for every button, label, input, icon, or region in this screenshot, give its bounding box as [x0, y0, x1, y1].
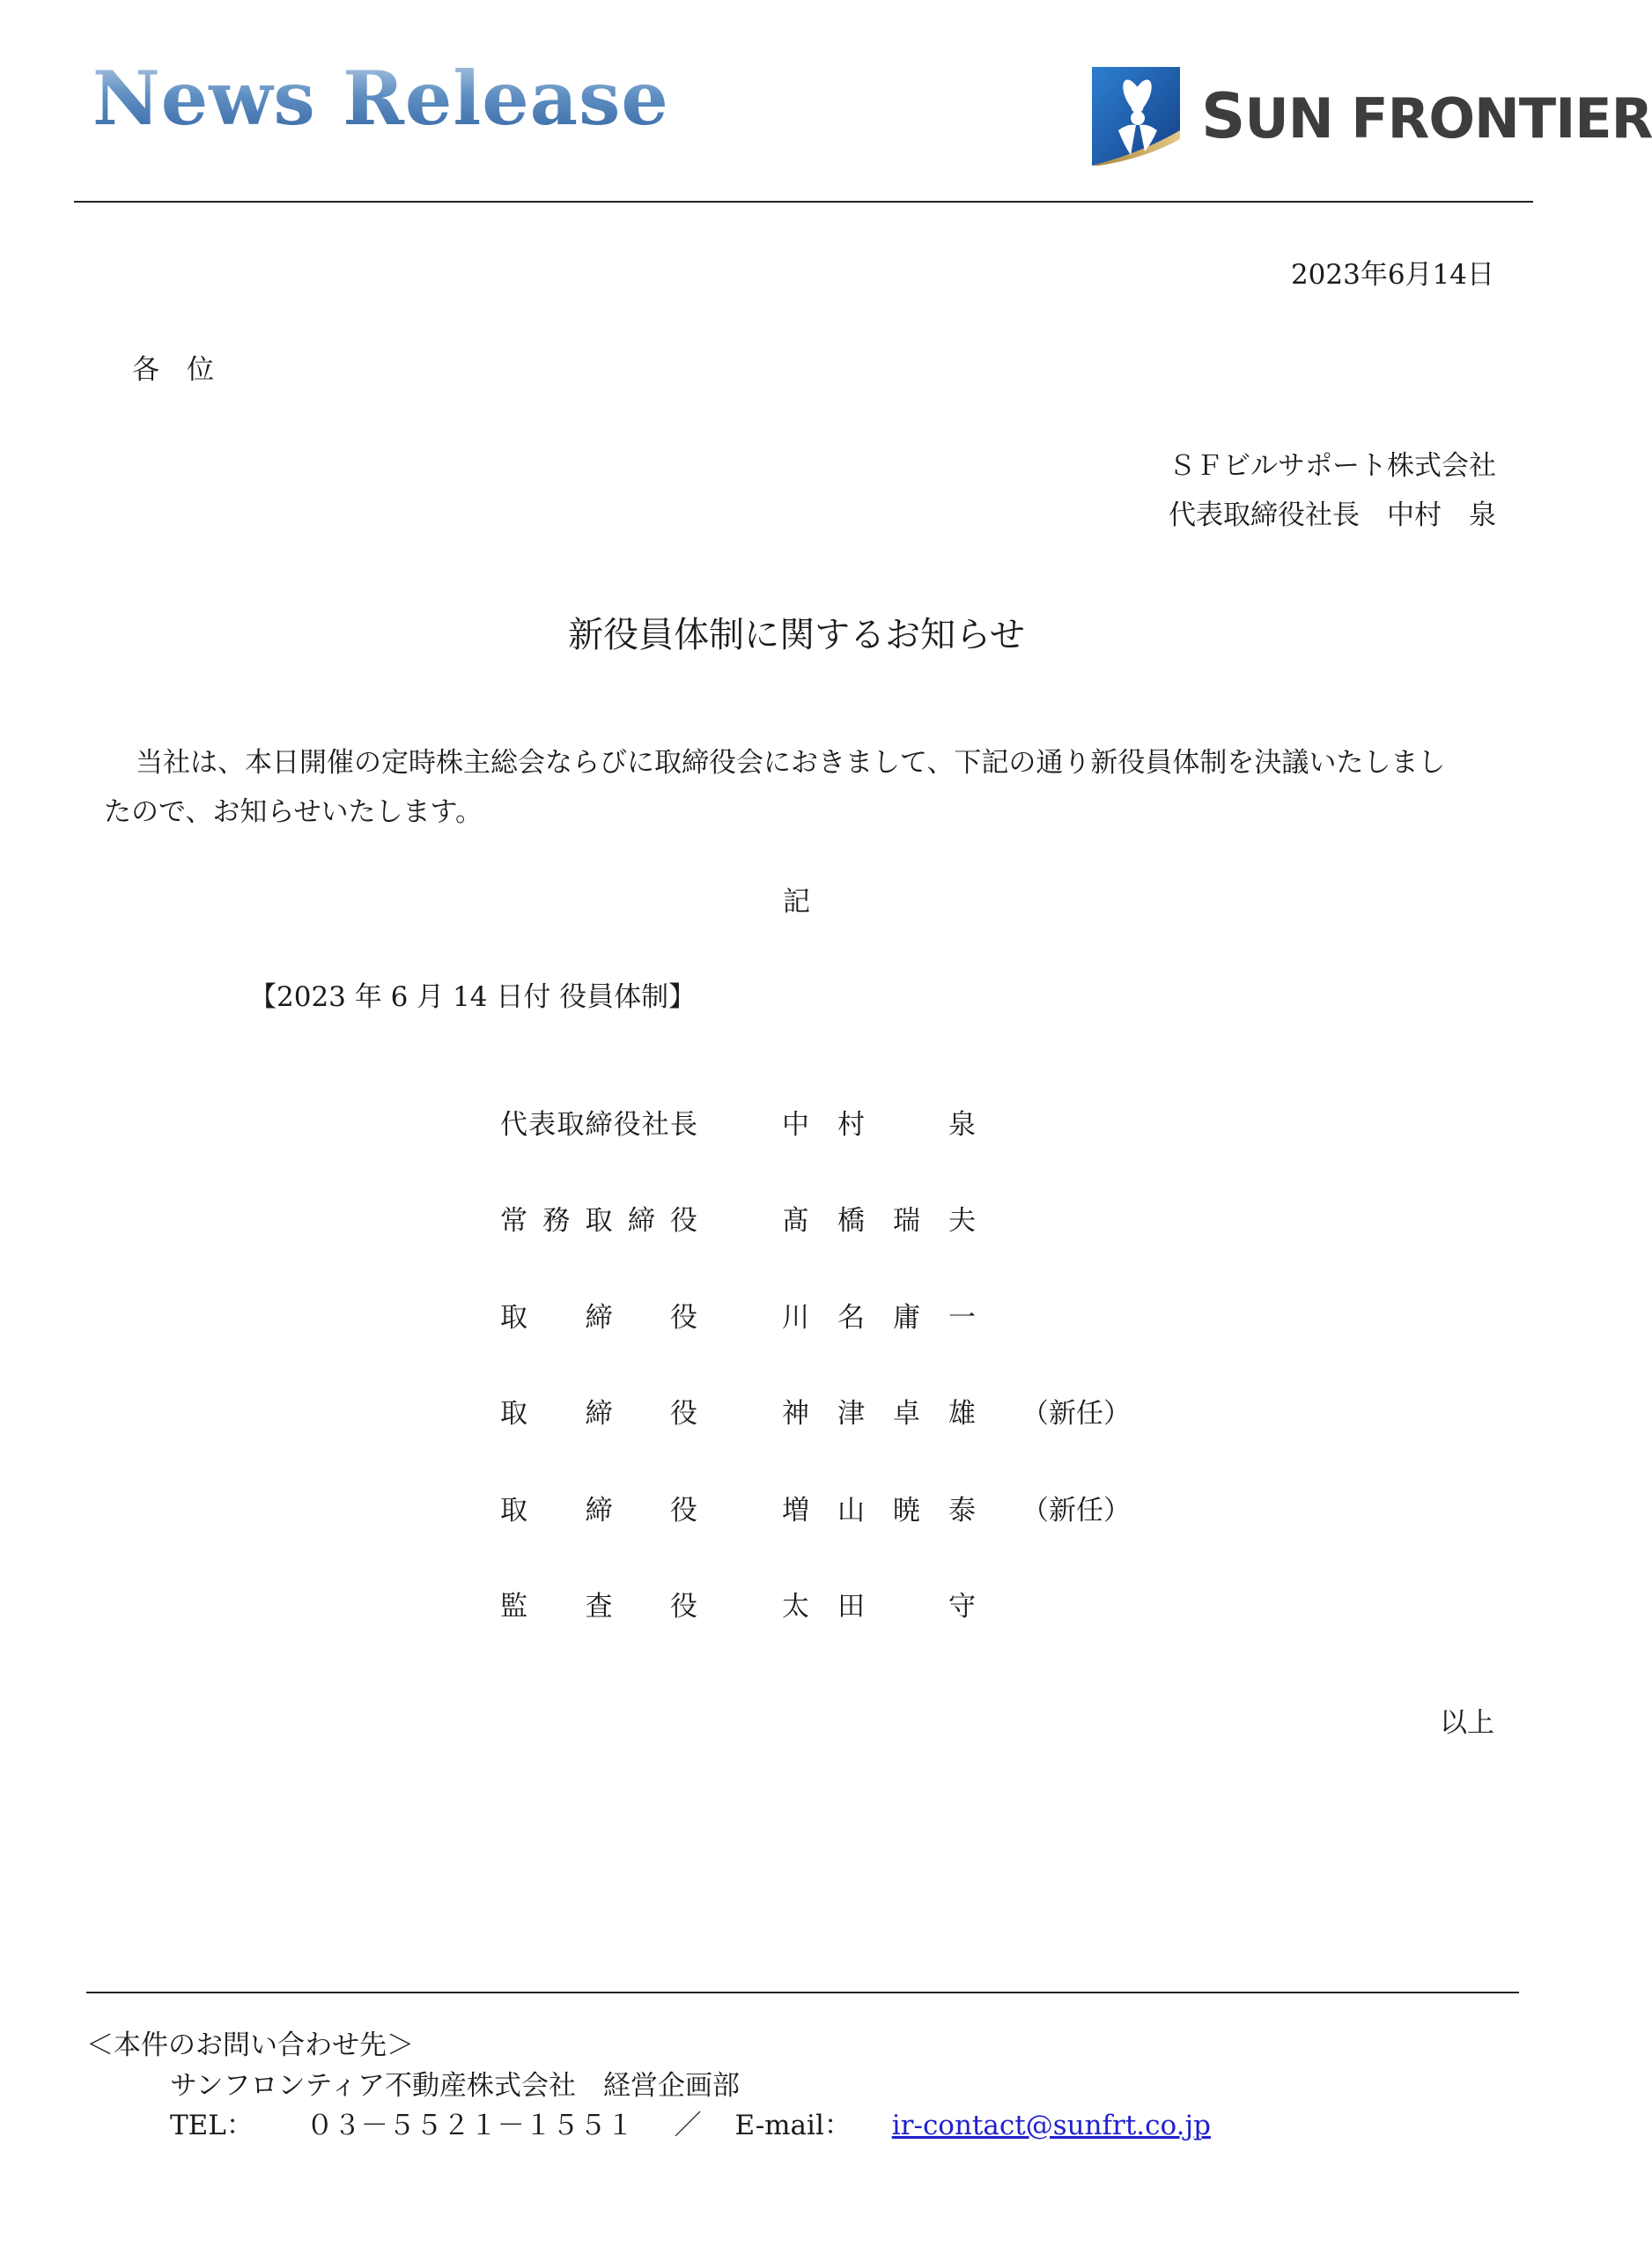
officer-role-char: 常: [500, 1205, 527, 1237]
officer-name: [782, 1396, 976, 1431]
sender-representative: 代表取締役社長 中村 泉: [1169, 499, 1496, 531]
officer-role-char: 社: [641, 1109, 669, 1141]
recipient: 各 位: [132, 354, 214, 386]
contact-line: [170, 2110, 1211, 2142]
release-date: 2023年6月14日: [1290, 259, 1494, 291]
tel-number: ０３－５５２１－１５５１: [306, 2110, 634, 2141]
officer-row: [0, 1300, 1593, 1335]
email-link[interactable]: ir-contact@sunfrt.co.jp: [891, 2110, 1211, 2141]
officer-role-char: 締: [585, 1302, 613, 1334]
officer-role-char: 役: [670, 1205, 697, 1237]
officer-name: [782, 1589, 976, 1624]
officer-role-char: 表: [528, 1109, 557, 1141]
officer-name-char: 卓: [893, 1398, 920, 1430]
officer-name-char: 神: [782, 1398, 809, 1430]
officer-role-char: 役: [670, 1398, 697, 1430]
officer-role: [500, 1493, 697, 1528]
officer-name-char: 暁: [893, 1495, 920, 1527]
officer-name-char: 名: [837, 1302, 865, 1334]
tel-label: TEL：: [170, 2110, 254, 2141]
announcement-body: [104, 738, 1495, 837]
officer-role-char: 査: [585, 1591, 613, 1623]
officer-role-char: 取: [500, 1302, 527, 1334]
officer-name-char: 瑞: [893, 1205, 920, 1237]
officer-role-char: 取: [500, 1495, 527, 1527]
officer-role: [500, 1300, 697, 1335]
officer-role: [500, 1107, 697, 1142]
officer-name-char: 津: [837, 1398, 865, 1430]
officer-name-char: 橋: [837, 1205, 865, 1237]
officer-row: [0, 1107, 1593, 1142]
officer-role: [500, 1589, 697, 1624]
officer-name-char: 髙: [782, 1205, 809, 1237]
officer-name-char: 雄: [948, 1398, 976, 1430]
officer-name-char: 山: [837, 1495, 865, 1527]
officer-note-new-appointment: （新任）: [1021, 1398, 1131, 1430]
officer-role-char: 取: [500, 1398, 527, 1430]
body-line-2: たので、お知らせいたします。: [104, 796, 483, 828]
sun-frontier-logo-icon: [1092, 67, 1180, 166]
officer-role-char: 務: [542, 1205, 571, 1237]
officer-row: [0, 1589, 1593, 1624]
news-release-heading: News Release: [92, 55, 669, 142]
footer-divider: [86, 1992, 1519, 1993]
ki-marker: 記: [783, 886, 810, 918]
officer-role-char: 長: [669, 1109, 697, 1141]
officer-name-char: 夫: [948, 1205, 976, 1237]
officer-role: [500, 1396, 697, 1431]
header-divider: [74, 201, 1533, 203]
email-label: E-mail：: [734, 2110, 852, 2141]
closing-ijou: 以上: [1440, 1707, 1494, 1739]
officer-name-char: [893, 1589, 920, 1624]
officer-role-char: 締: [585, 1398, 613, 1430]
officer-name: [782, 1203, 976, 1238]
officer-name-char: 田: [837, 1591, 865, 1623]
officer-name-char: 増: [782, 1495, 809, 1527]
contact-company: サンフロンティア不動産株式会社 経営企画部: [170, 2070, 740, 2102]
officer-role-char: 締: [585, 1109, 613, 1141]
officer-name: [782, 1107, 976, 1142]
officer-name-char: 川: [782, 1302, 809, 1334]
officer-role-char: 役: [613, 1109, 641, 1141]
contact-heading: ＜本件のお問い合わせ先＞: [86, 2030, 414, 2061]
officer-role-char: 取: [585, 1205, 613, 1237]
officer-row: [0, 1493, 1593, 1528]
officer-note-new-appointment: （新任）: [1021, 1495, 1131, 1527]
page-title: 新役員体制に関するお知らせ: [568, 615, 1025, 655]
officer-row: [0, 1396, 1593, 1431]
officer-row: [0, 1203, 1593, 1238]
officer-name-char: 中: [782, 1109, 809, 1141]
officer-role-char: 役: [670, 1302, 697, 1334]
officer-name-char: 守: [948, 1591, 976, 1623]
officer-name-char: 泰: [948, 1495, 976, 1527]
officer-name-char: [893, 1107, 920, 1142]
section-heading: 【2023 年 6 月 14 日付 役員体制】: [249, 981, 697, 1013]
body-line-1: 当社は、本日開催の定時株主総会ならびに取締役会におきまして、下記の通り新役員体制を決議いたしまし: [136, 747, 1446, 779]
officer-role: [500, 1203, 697, 1238]
officer-role-char: 締: [627, 1205, 655, 1237]
officer-name-char: 村: [837, 1109, 865, 1141]
officer-name-char: 泉: [948, 1109, 976, 1141]
officer-role-char: 監: [500, 1591, 527, 1623]
contact-separator: ／: [674, 2110, 702, 2141]
officer-role-char: 役: [670, 1495, 697, 1527]
officer-name-char: 太: [782, 1591, 809, 1623]
officer-name-char: 庸: [893, 1302, 920, 1334]
officer-role-char: 代: [500, 1109, 527, 1141]
officer-role-char: 締: [585, 1495, 613, 1527]
officer-name: [782, 1300, 976, 1335]
company-logo: [1092, 67, 1652, 166]
officer-name: [782, 1493, 976, 1528]
officer-role-char: 役: [670, 1591, 697, 1623]
officer-role-char: 取: [557, 1109, 585, 1141]
logo-wordmark: SUN FRONTIER: [1201, 80, 1652, 152]
officer-name-char: 一: [948, 1302, 976, 1334]
sender-company: ＳＦビルサポート株式会社: [1169, 450, 1496, 482]
